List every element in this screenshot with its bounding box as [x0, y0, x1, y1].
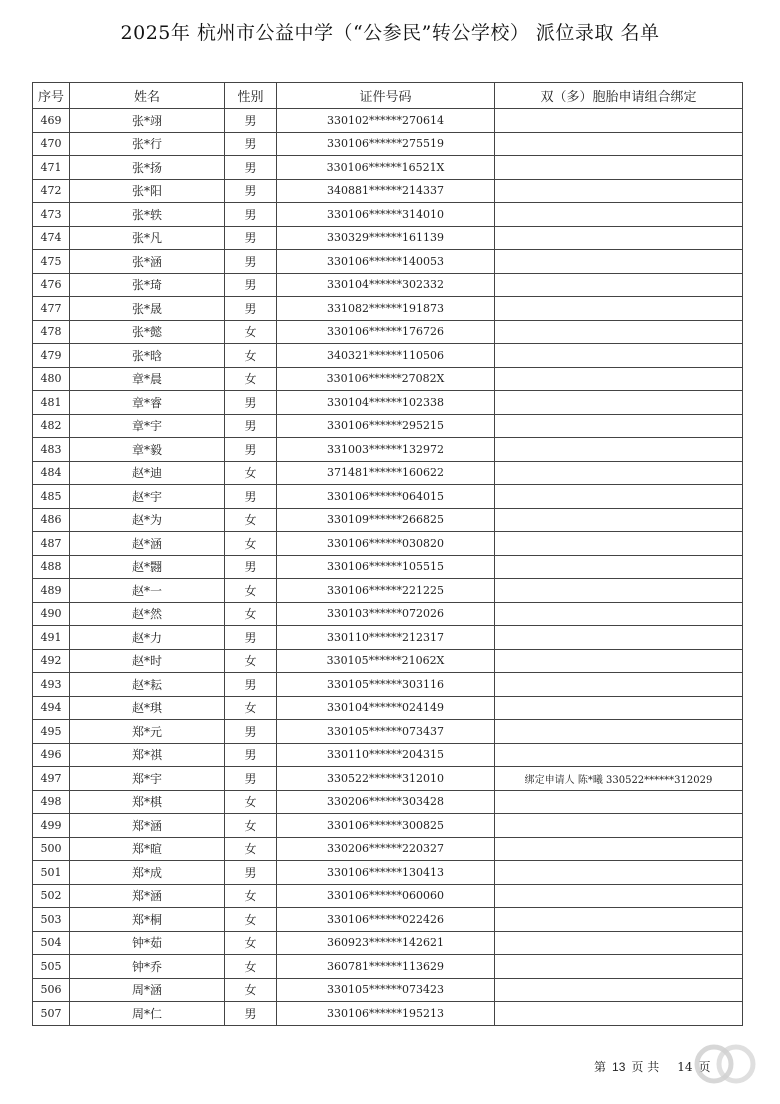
table-row: [33, 132, 743, 156]
cell-name: 张*扬: [70, 156, 225, 180]
cell-serial-number: 484: [33, 461, 70, 485]
header-id-number: 证件号码: [277, 83, 495, 109]
cell-twin-binding: [495, 673, 743, 697]
footer-current-page: 13: [612, 1060, 626, 1074]
cell-serial-number: 499: [33, 814, 70, 838]
cell-name: 郑*成: [70, 861, 225, 885]
cell-id-number: 330106******176726: [277, 320, 495, 344]
cell-id-number: 330103******072026: [277, 602, 495, 626]
cell-serial-number: 485: [33, 485, 70, 509]
table-row: [33, 767, 743, 791]
cell-serial-number: 481: [33, 391, 70, 415]
cell-twin-binding: [495, 297, 743, 321]
cell-gender: 女: [225, 696, 277, 720]
cell-serial-number: 486: [33, 508, 70, 532]
cell-twin-binding: [495, 461, 743, 485]
cell-id-number: 330110******204315: [277, 743, 495, 767]
cell-serial-number: 502: [33, 884, 70, 908]
cell-twin-binding: [495, 579, 743, 603]
table-row: [33, 320, 743, 344]
cell-gender: 女: [225, 908, 277, 932]
cell-gender: 男: [225, 626, 277, 650]
cell-twin-binding: [495, 414, 743, 438]
cell-serial-number: 488: [33, 555, 70, 579]
table-row: [33, 743, 743, 767]
table-row: [33, 837, 743, 861]
table-row: [33, 532, 743, 556]
cell-name: 周*仁: [70, 1002, 225, 1026]
cell-id-number: 360781******113629: [277, 955, 495, 979]
cell-name: 郑*棋: [70, 790, 225, 814]
cell-id-number: 330106******130413: [277, 861, 495, 885]
cell-name: 郑*暄: [70, 837, 225, 861]
cell-id-number: 330206******220327: [277, 837, 495, 861]
cell-serial-number: 497: [33, 767, 70, 791]
table-row: [33, 696, 743, 720]
cell-name: 郑*宇: [70, 767, 225, 791]
cell-gender: 女: [225, 837, 277, 861]
cell-gender: 女: [225, 649, 277, 673]
cell-serial-number: 474: [33, 226, 70, 250]
cell-id-number: 371481******160622: [277, 461, 495, 485]
cell-name: 章*宇: [70, 414, 225, 438]
cell-id-number: 330109******266825: [277, 508, 495, 532]
cell-name: 郑*元: [70, 720, 225, 744]
table-row: [33, 884, 743, 908]
cell-name: 赵*翾: [70, 555, 225, 579]
header-gender: 性别: [225, 83, 277, 109]
cell-serial-number: 477: [33, 297, 70, 321]
cell-id-number: 360923******142621: [277, 931, 495, 955]
cell-twin-binding: [495, 438, 743, 462]
cell-id-number: 330106******064015: [277, 485, 495, 509]
table-row: [33, 861, 743, 885]
cell-gender: 男: [225, 743, 277, 767]
cell-gender: 女: [225, 790, 277, 814]
cell-name: 赵*宇: [70, 485, 225, 509]
table-row: [33, 109, 743, 133]
cell-serial-number: 496: [33, 743, 70, 767]
cell-id-number: 330106******27082X: [277, 367, 495, 391]
cell-id-number: 330106******295215: [277, 414, 495, 438]
cell-gender: 女: [225, 461, 277, 485]
cell-gender: 男: [225, 109, 277, 133]
table-row: [33, 673, 743, 697]
table-row: [33, 438, 743, 462]
footer-middle: 页 共: [631, 1060, 660, 1074]
cell-serial-number: 495: [33, 720, 70, 744]
cell-id-number: 330106******022426: [277, 908, 495, 932]
cell-id-number: 330104******302332: [277, 273, 495, 297]
cell-gender: 女: [225, 508, 277, 532]
cell-id-number: 330104******024149: [277, 696, 495, 720]
cell-name: 张*晗: [70, 344, 225, 368]
cell-name: 赵*为: [70, 508, 225, 532]
cell-id-number: 340321******110506: [277, 344, 495, 368]
cell-name: 张*行: [70, 132, 225, 156]
cell-gender: 男: [225, 297, 277, 321]
cell-gender: 女: [225, 320, 277, 344]
cell-name: 赵*力: [70, 626, 225, 650]
table-row: [33, 250, 743, 274]
cell-name: 赵*琪: [70, 696, 225, 720]
cell-twin-binding: [495, 649, 743, 673]
cell-id-number: 331082******191873: [277, 297, 495, 321]
cell-twin-binding: [495, 861, 743, 885]
cell-id-number: 330105******073437: [277, 720, 495, 744]
table-row: [33, 485, 743, 509]
table-row: [33, 931, 743, 955]
watermark-logo: [684, 1040, 764, 1096]
table-row: [33, 273, 743, 297]
cell-gender: 男: [225, 767, 277, 791]
cell-twin-binding: [495, 391, 743, 415]
cell-twin-binding: [495, 226, 743, 250]
table-row: [33, 156, 743, 180]
cell-serial-number: 503: [33, 908, 70, 932]
cell-name: 赵*一: [70, 579, 225, 603]
cell-id-number: 330106******275519: [277, 132, 495, 156]
cell-gender: 男: [225, 179, 277, 203]
cell-id-number: 330106******221225: [277, 579, 495, 603]
cell-name: 赵*涵: [70, 532, 225, 556]
cell-id-number: 330106******314010: [277, 203, 495, 227]
cell-gender: 男: [225, 438, 277, 462]
cell-serial-number: 489: [33, 579, 70, 603]
cell-name: 张*凡: [70, 226, 225, 250]
cell-name: 周*涵: [70, 978, 225, 1002]
cell-twin-binding: [495, 814, 743, 838]
cell-twin-binding: [495, 978, 743, 1002]
table-row: [33, 203, 743, 227]
cell-name: 郑*涵: [70, 884, 225, 908]
cell-gender: 女: [225, 978, 277, 1002]
table-row: [33, 908, 743, 932]
cell-serial-number: 469: [33, 109, 70, 133]
footer-suffix: 页: [698, 1060, 711, 1074]
cell-serial-number: 473: [33, 203, 70, 227]
cell-gender: 女: [225, 579, 277, 603]
cell-serial-number: 498: [33, 790, 70, 814]
cell-twin-binding: [495, 320, 743, 344]
table-row: [33, 978, 743, 1002]
cell-name: 张*懿: [70, 320, 225, 344]
cell-serial-number: 494: [33, 696, 70, 720]
table-row: [33, 555, 743, 579]
page-title: 2025年 杭州市公益中学（“公参民”转公学校） 派位录取 名单: [120, 22, 660, 44]
cell-gender: 女: [225, 955, 277, 979]
cell-twin-binding: [495, 720, 743, 744]
cell-serial-number: 501: [33, 861, 70, 885]
cell-name: 郑*涵: [70, 814, 225, 838]
table-row: [33, 391, 743, 415]
cell-name: 赵*耘: [70, 673, 225, 697]
cell-name: 钟*茹: [70, 931, 225, 955]
cell-id-number: 330106******030820: [277, 532, 495, 556]
cell-serial-number: 479: [33, 344, 70, 368]
table-row: [33, 367, 743, 391]
cell-gender: 男: [225, 414, 277, 438]
cell-gender: 男: [225, 673, 277, 697]
cell-id-number: 330106******195213: [277, 1002, 495, 1026]
cell-twin-binding: [495, 743, 743, 767]
cell-id-number: 330105******21062X: [277, 649, 495, 673]
cell-id-number: 330106******16521X: [277, 156, 495, 180]
table-row: [33, 602, 743, 626]
cell-serial-number: 490: [33, 602, 70, 626]
cell-name: 章*晨: [70, 367, 225, 391]
cell-name: 章*毅: [70, 438, 225, 462]
cell-id-number: 331003******132972: [277, 438, 495, 462]
cell-gender: 男: [225, 720, 277, 744]
cell-name: 张*晟: [70, 297, 225, 321]
header-twin-binding: 双（多）胞胎申请组合绑定: [495, 83, 743, 109]
cell-twin-binding: [495, 837, 743, 861]
cell-gender: 女: [225, 602, 277, 626]
cell-gender: 男: [225, 250, 277, 274]
cell-id-number: 330102******270614: [277, 109, 495, 133]
cell-serial-number: 475: [33, 250, 70, 274]
footer-total-pages: 14: [677, 1060, 693, 1074]
cell-gender: 男: [225, 555, 277, 579]
cell-name: 张*琦: [70, 273, 225, 297]
cell-serial-number: 470: [33, 132, 70, 156]
cell-twin-binding: [495, 696, 743, 720]
cell-twin-binding: [495, 884, 743, 908]
footer-prefix: 第: [594, 1060, 607, 1074]
cell-serial-number: 504: [33, 931, 70, 955]
cell-id-number: 330106******105515: [277, 555, 495, 579]
cell-serial-number: 506: [33, 978, 70, 1002]
cell-twin-binding: [495, 790, 743, 814]
table-row: [33, 579, 743, 603]
cell-name: 赵*然: [70, 602, 225, 626]
cell-twin-binding: 绑定申请人 陈*曦 330522******312029: [495, 767, 743, 791]
cell-gender: 男: [225, 485, 277, 509]
cell-name: 赵*迪: [70, 461, 225, 485]
cell-twin-binding: [495, 156, 743, 180]
cell-gender: 女: [225, 931, 277, 955]
cell-gender: 男: [225, 1002, 277, 1026]
cell-gender: 男: [225, 273, 277, 297]
cell-serial-number: 500: [33, 837, 70, 861]
cell-name: 钟*乔: [70, 955, 225, 979]
cell-gender: 男: [225, 156, 277, 180]
cell-id-number: 330110******212317: [277, 626, 495, 650]
cell-serial-number: 472: [33, 179, 70, 203]
header-name: 姓名: [70, 83, 225, 109]
table-row: [33, 1002, 743, 1026]
table-row: [33, 955, 743, 979]
cell-serial-number: 491: [33, 626, 70, 650]
table-row: [33, 649, 743, 673]
cell-gender: 男: [225, 226, 277, 250]
admission-table: [32, 82, 743, 1026]
table-row: [33, 790, 743, 814]
cell-id-number: 340881******214337: [277, 179, 495, 203]
cell-gender: 女: [225, 884, 277, 908]
cell-serial-number: 492: [33, 649, 70, 673]
cell-twin-binding: [495, 250, 743, 274]
cell-id-number: 330105******303116: [277, 673, 495, 697]
cell-twin-binding: [495, 203, 743, 227]
cell-gender: 女: [225, 344, 277, 368]
cell-name: 章*睿: [70, 391, 225, 415]
cell-gender: 女: [225, 367, 277, 391]
table-row: [33, 626, 743, 650]
cell-serial-number: 483: [33, 438, 70, 462]
cell-serial-number: 478: [33, 320, 70, 344]
table-row: [33, 720, 743, 744]
cell-id-number: 330329******161139: [277, 226, 495, 250]
cell-id-number: 330104******102338: [277, 391, 495, 415]
cell-serial-number: 476: [33, 273, 70, 297]
table-row: [33, 344, 743, 368]
cell-name: 张*轶: [70, 203, 225, 227]
cell-name: 张*阳: [70, 179, 225, 203]
cell-name: 郑*祺: [70, 743, 225, 767]
cell-twin-binding: [495, 508, 743, 532]
cell-name: 赵*时: [70, 649, 225, 673]
table-row: [33, 814, 743, 838]
table-body: [33, 109, 743, 1026]
table-row: [33, 508, 743, 532]
cell-twin-binding: [495, 532, 743, 556]
cell-twin-binding: [495, 367, 743, 391]
cell-serial-number: 482: [33, 414, 70, 438]
cell-serial-number: 487: [33, 532, 70, 556]
table-row: [33, 226, 743, 250]
cell-twin-binding: [495, 908, 743, 932]
header-serial-number: 序号: [33, 83, 70, 109]
cell-twin-binding: [495, 273, 743, 297]
cell-twin-binding: [495, 602, 743, 626]
cell-gender: 男: [225, 132, 277, 156]
cell-gender: 男: [225, 203, 277, 227]
cell-id-number: 330106******300825: [277, 814, 495, 838]
table-row: [33, 179, 743, 203]
cell-twin-binding: [495, 1002, 743, 1026]
cell-name: 张*涵: [70, 250, 225, 274]
table-row: [33, 414, 743, 438]
cell-id-number: 330522******312010: [277, 767, 495, 791]
table-row: [33, 461, 743, 485]
table-header-row: [33, 83, 743, 109]
cell-gender: 男: [225, 391, 277, 415]
cell-twin-binding: [495, 931, 743, 955]
cell-serial-number: 493: [33, 673, 70, 697]
cell-id-number: 330106******060060: [277, 884, 495, 908]
cell-serial-number: 480: [33, 367, 70, 391]
cell-serial-number: 505: [33, 955, 70, 979]
cell-twin-binding: [495, 485, 743, 509]
cell-twin-binding: [495, 555, 743, 579]
table-row: [33, 297, 743, 321]
cell-gender: 男: [225, 861, 277, 885]
cell-name: 张*翊: [70, 109, 225, 133]
cell-twin-binding: [495, 109, 743, 133]
cell-twin-binding: [495, 626, 743, 650]
cell-gender: 女: [225, 532, 277, 556]
cell-serial-number: 471: [33, 156, 70, 180]
cell-id-number: 330106******140053: [277, 250, 495, 274]
cell-id-number: 330105******073423: [277, 978, 495, 1002]
cell-twin-binding: [495, 955, 743, 979]
cell-twin-binding: [495, 179, 743, 203]
cell-name: 郑*桐: [70, 908, 225, 932]
cell-serial-number: 507: [33, 1002, 70, 1026]
cell-id-number: 330206******303428: [277, 790, 495, 814]
cell-twin-binding: [495, 132, 743, 156]
cell-twin-binding: [495, 344, 743, 368]
cell-gender: 女: [225, 814, 277, 838]
